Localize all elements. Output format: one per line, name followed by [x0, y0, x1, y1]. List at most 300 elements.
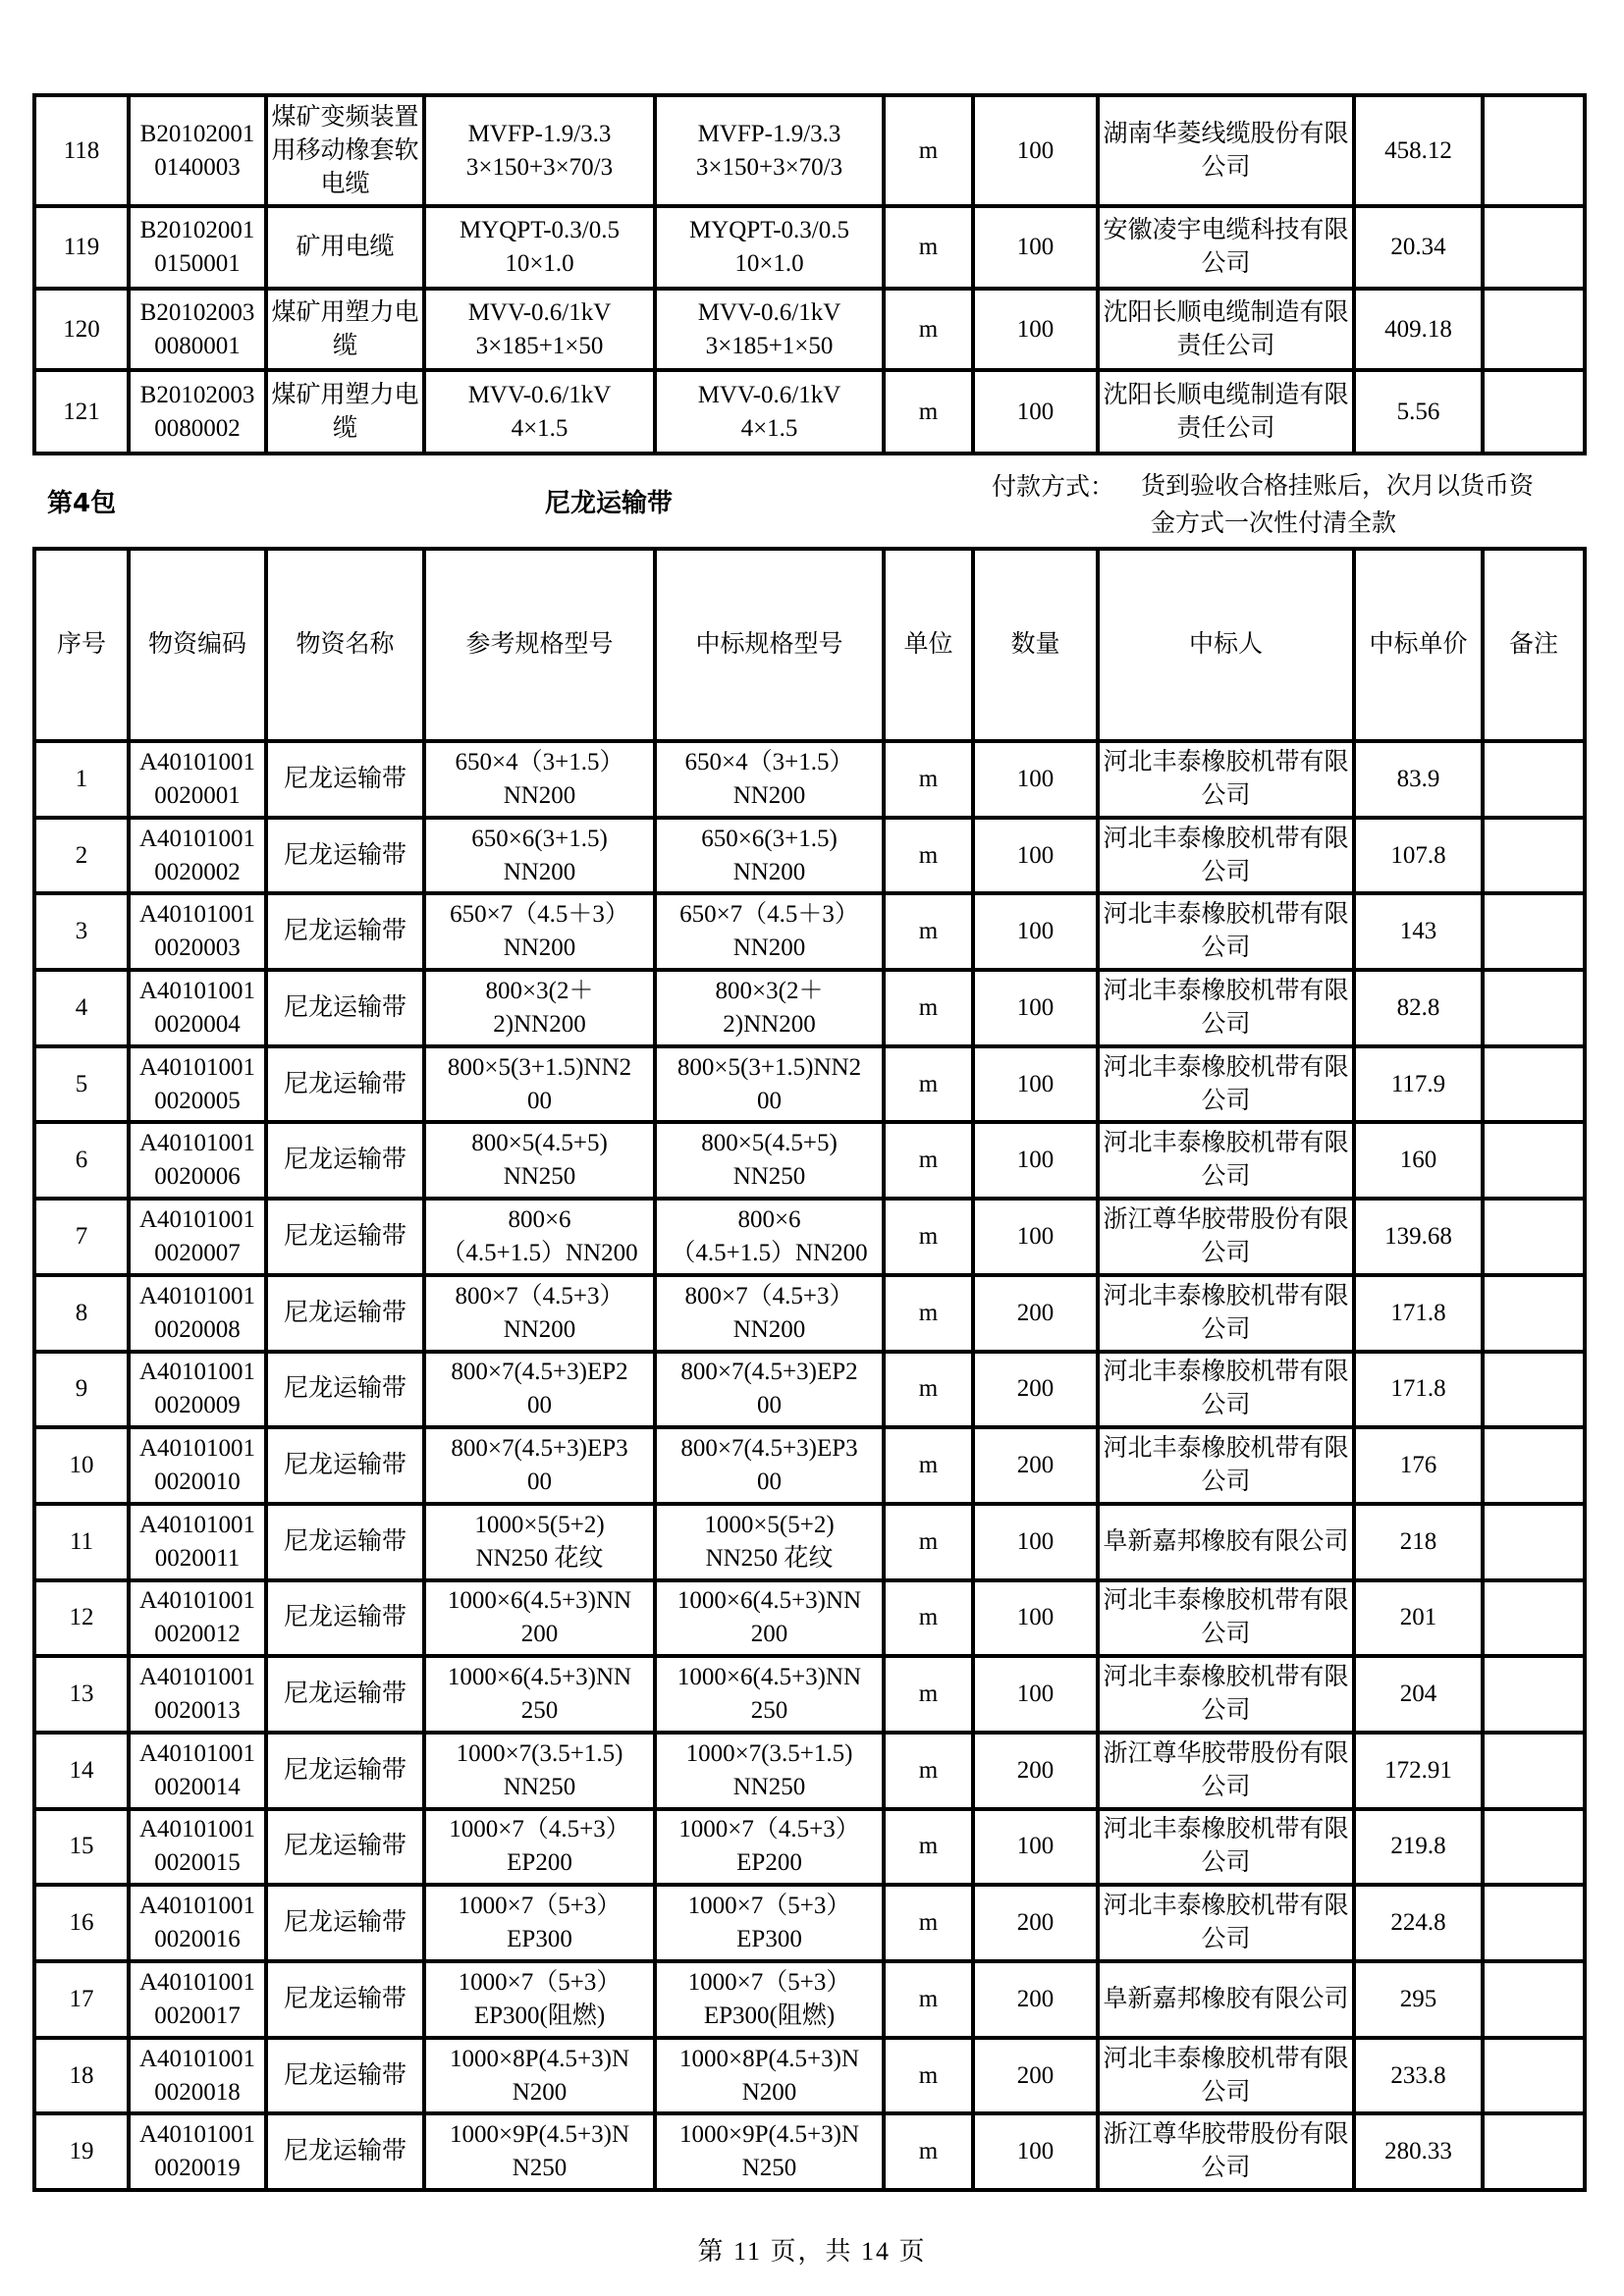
cell-winning-spec-line: 3×150+3×70/3 — [695, 153, 843, 181]
cell-reference-spec-line: 1000×5(5+2) — [474, 1511, 605, 1538]
cell-reference-spec-line: 1000×8P(4.5+3)N — [449, 2045, 630, 2072]
cell-quantity: 100 — [973, 370, 1098, 454]
cell-reference-spec-line: NN200 — [503, 858, 576, 885]
cell-material-name: 煤矿用塑力电缆 — [266, 370, 424, 454]
cell-reference-spec — [424, 370, 655, 454]
cell-remarks — [1483, 370, 1585, 454]
cell-material-code-line: A40101001 — [138, 1053, 256, 1081]
cell-material-code-line: A40101001 — [138, 1282, 256, 1309]
cell-material-name: 尼龙运输带 — [266, 1885, 424, 1961]
cell-unit-price: 172.91 — [1354, 1733, 1483, 1809]
cell-material-code-line: B20102001 — [139, 120, 255, 147]
cell-seq: 16 — [34, 1885, 129, 1961]
cell-material-name: 尼龙运输带 — [266, 970, 424, 1046]
package-number: 第4包 — [47, 489, 117, 518]
cell-winning-spec — [655, 370, 884, 454]
cell-material-code-line: 0140003 — [154, 153, 241, 181]
cell-seq: 120 — [34, 289, 129, 370]
cell-material-code — [129, 95, 266, 206]
cell-unit-price: 5.56 — [1354, 370, 1483, 454]
table-row — [34, 1809, 1585, 1886]
cell-quantity: 100 — [973, 1656, 1098, 1733]
cell-reference-spec — [424, 95, 655, 206]
cell-quantity: 100 — [973, 1046, 1098, 1123]
cell-winning-spec — [655, 1199, 884, 1275]
cell-winning-spec-line: N200 — [741, 2078, 797, 2106]
table-row — [34, 1733, 1585, 1809]
cell-material-code-line: 0020008 — [154, 1315, 241, 1343]
cell-unit: m — [884, 1199, 973, 1275]
cell-winning-spec-line: 650×7（4.5＋3） — [679, 901, 859, 929]
cell-material-code — [129, 1504, 266, 1580]
cell-reference-spec-line: （4.5+1.5）NN200 — [441, 1239, 638, 1266]
cell-winning-bidder: 沈阳长顺电缆制造有限责任公司 — [1098, 370, 1354, 454]
cell-reference-spec — [424, 1580, 655, 1657]
cell-winning-spec — [655, 1961, 884, 2038]
cell-winning-spec-line: 800×6 — [737, 1205, 801, 1233]
cell-unit-price: 218 — [1354, 1504, 1483, 1580]
cell-remarks — [1483, 1733, 1585, 1809]
cell-winning-spec — [655, 1656, 884, 1733]
cell-winning-bidder: 河北丰泰橡胶机带有限公司 — [1098, 1046, 1354, 1123]
cell-winning-spec-line: 10×1.0 — [734, 250, 804, 277]
cell-material-name: 尼龙运输带 — [266, 1961, 424, 2038]
cell-reference-spec — [424, 1427, 655, 1504]
cell-quantity: 100 — [973, 95, 1098, 206]
cell-winning-spec-line: NN200 — [732, 934, 806, 962]
cell-material-code-line: 0020017 — [154, 2002, 241, 2029]
cell-reference-spec-line: 650×6(3+1.5) — [471, 825, 608, 852]
table-row — [34, 289, 1585, 370]
cell-material-code-line: 0020006 — [154, 1163, 241, 1191]
cell-material-code-line: 0020001 — [154, 781, 241, 809]
cell-winning-spec-line: 650×6(3+1.5) — [701, 825, 838, 852]
cell-material-code — [129, 1809, 266, 1886]
cell-remarks — [1483, 1122, 1585, 1199]
table-row — [34, 1504, 1585, 1580]
cell-winning-spec — [655, 1122, 884, 1199]
cell-seq: 4 — [34, 970, 129, 1046]
cell-unit: m — [884, 893, 973, 970]
cell-remarks — [1483, 2038, 1585, 2114]
cell-winning-bidder: 河北丰泰橡胶机带有限公司 — [1098, 1885, 1354, 1961]
cell-remarks — [1483, 1885, 1585, 1961]
header-unit-price: 中标单价 — [1354, 549, 1483, 741]
cell-material-name: 尼龙运输带 — [266, 741, 424, 818]
cell-winning-bidder: 浙江尊华胶带股份有限公司 — [1098, 1199, 1354, 1275]
cell-winning-bidder: 阜新嘉邦橡胶有限公司 — [1098, 1961, 1354, 2038]
cell-material-code-line: B20102001 — [139, 217, 255, 243]
cell-material-code — [129, 370, 266, 454]
header-winning-spec: 中标规格型号 — [655, 549, 884, 741]
cell-seq: 12 — [34, 1580, 129, 1657]
cell-material-code-line: A40101001 — [138, 1205, 256, 1233]
cell-winning-spec-line: 00 — [757, 1468, 782, 1496]
table-row — [34, 1352, 1585, 1428]
cell-material-name: 尼龙运输带 — [266, 1504, 424, 1580]
cell-unit-price: 295 — [1354, 1961, 1483, 2038]
cell-unit: m — [884, 1961, 973, 2038]
cell-seq: 7 — [34, 1199, 129, 1275]
cell-material-code-line: A40101001 — [138, 1511, 256, 1538]
cell-material-code-line: 0020010 — [154, 1468, 241, 1496]
cell-material-code — [129, 1885, 266, 1961]
cell-winning-spec-line: 1000×7（5+3） — [687, 1893, 851, 1920]
cell-material-code-line: 0020002 — [154, 858, 241, 885]
cell-winning-spec-line: 1000×8P(4.5+3)N — [678, 2045, 860, 2072]
cell-material-name: 尼龙运输带 — [266, 1580, 424, 1657]
cell-material-name: 尼龙运输带 — [266, 1427, 424, 1504]
cell-reference-spec — [424, 1199, 655, 1275]
table-row — [34, 970, 1585, 1046]
cell-reference-spec-line: EP200 — [507, 1849, 572, 1877]
cell-material-name: 尼龙运输带 — [266, 818, 424, 894]
cell-reference-spec — [424, 1885, 655, 1961]
cell-remarks — [1483, 289, 1585, 370]
cell-reference-spec-line: NN250 花纹 — [475, 1544, 604, 1572]
cell-material-code-line: 0080002 — [154, 414, 241, 442]
table-row — [34, 818, 1585, 894]
cell-winning-spec-line: NN200 — [732, 781, 806, 809]
cell-winning-bidder: 阜新嘉邦橡胶有限公司 — [1098, 1504, 1354, 1580]
cell-material-code-line: A40101001 — [138, 1359, 256, 1386]
cell-reference-spec-line: 2)NN200 — [493, 1010, 586, 1038]
cell-material-code-line: A40101001 — [138, 1893, 256, 1920]
cell-reference-spec — [424, 741, 655, 818]
cell-reference-spec-line: NN250 — [503, 1163, 576, 1191]
cell-reference-spec — [424, 1352, 655, 1428]
cell-seq: 8 — [34, 1275, 129, 1352]
cell-winning-spec-line: 1000×7(3.5+1.5) — [685, 1739, 853, 1767]
cell-winning-spec-line: EP300 — [736, 1926, 802, 1953]
cell-winning-bidder: 河北丰泰橡胶机带有限公司 — [1098, 1809, 1354, 1886]
cell-winning-bidder: 河北丰泰橡胶机带有限公司 — [1098, 2038, 1354, 2114]
cell-reference-spec-line: NN200 — [503, 781, 576, 809]
cell-reference-spec-line: 3×185+1×50 — [475, 332, 604, 359]
cell-material-code — [129, 1046, 266, 1123]
cell-quantity: 100 — [973, 289, 1098, 370]
cell-reference-spec-line: 250 — [520, 1697, 559, 1725]
cell-seq: 17 — [34, 1961, 129, 2038]
cell-reference-spec-line: EP300 — [507, 1926, 572, 1953]
cell-remarks — [1483, 1961, 1585, 2038]
cell-unit-price: 409.18 — [1354, 289, 1483, 370]
cell-reference-spec — [424, 970, 655, 1046]
cell-remarks — [1483, 970, 1585, 1046]
cell-material-code-line: 0020007 — [154, 1239, 241, 1266]
cell-unit: m — [884, 741, 973, 818]
cell-material-code-line: A40101001 — [138, 1816, 256, 1843]
cell-material-code-line: 0150001 — [154, 250, 241, 277]
cell-unit-price: 82.8 — [1354, 970, 1483, 1046]
cell-remarks — [1483, 1580, 1585, 1657]
cell-quantity: 100 — [973, 1199, 1098, 1275]
cell-winning-spec — [655, 1504, 884, 1580]
cell-winning-bidder: 浙江尊华胶带股份有限公司 — [1098, 1733, 1354, 1809]
cell-material-code-line: A40101001 — [138, 1587, 256, 1615]
cell-unit: m — [884, 2038, 973, 2114]
cell-material-code-line: A40101001 — [138, 1739, 256, 1767]
cell-reference-spec-line: MVV-0.6/1kV — [467, 298, 612, 326]
cell-winning-spec-line: 200 — [750, 1621, 788, 1648]
payment-text-line-2: 金方式一次性付清全款 — [1151, 508, 1397, 537]
cell-winning-spec-line: 1000×7（5+3） — [687, 1968, 851, 1996]
cell-unit: m — [884, 370, 973, 454]
cell-winning-spec-line: MYQPT-0.3/0.5 — [689, 217, 849, 243]
cell-winning-bidder: 安徽凌宇电缆科技有限公司 — [1098, 206, 1354, 289]
cell-winning-spec — [655, 1809, 884, 1886]
cell-unit-price: 201 — [1354, 1580, 1483, 1657]
cell-unit-price: 143 — [1354, 893, 1483, 970]
cell-seq: 13 — [34, 1656, 129, 1733]
cell-reference-spec-line: 650×7（4.5＋3） — [450, 901, 629, 929]
cell-reference-spec-line: N250 — [512, 2155, 568, 2182]
table-row — [34, 2038, 1585, 2114]
cell-material-code-line: 0020011 — [154, 1544, 241, 1572]
cell-winning-spec-line: EP200 — [736, 1849, 802, 1877]
cell-winning-spec-line: 800×7(4.5+3)EP2 — [680, 1359, 858, 1386]
table-row — [34, 1275, 1585, 1352]
cell-material-name: 尼龙运输带 — [266, 893, 424, 970]
cell-winning-bidder: 河北丰泰橡胶机带有限公司 — [1098, 970, 1354, 1046]
cell-reference-spec-line: 00 — [527, 1468, 552, 1496]
cell-unit-price: 204 — [1354, 1656, 1483, 1733]
table-row — [34, 1122, 1585, 1199]
page-footer: 第 11 页，共 14 页 — [697, 2237, 927, 2266]
cell-winning-spec-line: （4.5+1.5）NN200 — [671, 1239, 868, 1266]
package-section-header — [0, 461, 1624, 540]
cell-unit: m — [884, 289, 973, 370]
cell-unit: m — [884, 1046, 973, 1123]
cell-remarks — [1483, 818, 1585, 894]
cell-seq: 19 — [34, 2113, 129, 2190]
cell-reference-spec-line: 800×7(4.5+3)EP2 — [451, 1359, 628, 1386]
cell-winning-spec — [655, 893, 884, 970]
cell-unit: m — [884, 1733, 973, 1809]
cell-unit-price: 171.8 — [1354, 1352, 1483, 1428]
cell-material-code — [129, 2038, 266, 2114]
cell-winning-bidder: 河北丰泰橡胶机带有限公司 — [1098, 741, 1354, 818]
cell-quantity: 200 — [973, 1427, 1098, 1504]
cell-quantity: 200 — [973, 1275, 1098, 1352]
cell-quantity: 100 — [973, 2113, 1098, 2190]
cell-winning-spec-line: 1000×6(4.5+3)NN — [677, 1664, 862, 1691]
cell-reference-spec-line: 4×1.5 — [511, 414, 568, 442]
cell-material-name: 尼龙运输带 — [266, 2038, 424, 2114]
cell-winning-spec — [655, 741, 884, 818]
cell-material-code — [129, 1199, 266, 1275]
cell-quantity: 100 — [973, 893, 1098, 970]
nylon-conveyor-belt-table — [32, 547, 1587, 2192]
cell-reference-spec-line: NN200 — [503, 934, 576, 962]
cell-winning-spec — [655, 970, 884, 1046]
cell-unit-price: 171.8 — [1354, 1275, 1483, 1352]
cell-quantity: 200 — [973, 2038, 1098, 2114]
cell-reference-spec-line: 00 — [527, 1392, 552, 1419]
cell-material-name: 尼龙运输带 — [266, 1352, 424, 1428]
cell-winning-spec-line: 00 — [757, 1392, 782, 1419]
cell-material-name: 煤矿变频装置用移动橡套软电缆 — [266, 95, 424, 206]
cell-winning-spec — [655, 1275, 884, 1352]
cell-quantity: 100 — [973, 741, 1098, 818]
table-row — [34, 370, 1585, 454]
cell-winning-spec-line: 800×7(4.5+3)EP3 — [680, 1435, 858, 1463]
cell-material-code-line: A40101001 — [138, 1968, 256, 1996]
cell-quantity: 100 — [973, 818, 1098, 894]
cell-material-code-line: A40101001 — [138, 2045, 256, 2072]
cell-winning-bidder: 河北丰泰橡胶机带有限公司 — [1098, 1427, 1354, 1504]
table-row — [34, 1199, 1585, 1275]
cell-winning-spec-line: 800×7（4.5+3） — [684, 1282, 854, 1309]
cell-material-code — [129, 1733, 266, 1809]
table-row — [34, 206, 1585, 289]
cell-quantity: 100 — [973, 1580, 1098, 1657]
cell-reference-spec-line: 10×1.0 — [505, 250, 574, 277]
cell-material-code-line: A40101001 — [138, 977, 256, 1004]
cell-winning-spec-line: NN200 — [732, 1315, 806, 1343]
cell-winning-spec-line: MVV-0.6/1kV — [697, 381, 841, 408]
cell-reference-spec-line: 800×6 — [508, 1205, 571, 1233]
header-remarks: 备注 — [1483, 549, 1585, 741]
cell-winning-spec-line: NN250 — [732, 1773, 806, 1800]
cell-unit-price: 20.34 — [1354, 206, 1483, 289]
cell-unit-price: 219.8 — [1354, 1809, 1483, 1886]
cell-seq: 5 — [34, 1046, 129, 1123]
cell-winning-spec-line: 800×3(2＋ — [715, 977, 824, 1004]
cell-material-code — [129, 1352, 266, 1428]
cell-winning-spec-line: NN200 — [732, 858, 806, 885]
cell-material-code-line: A40101001 — [138, 1435, 256, 1463]
cell-reference-spec-line: 1000×6(4.5+3)NN — [447, 1587, 632, 1615]
cell-reference-spec-line: NN200 — [503, 1315, 576, 1343]
cell-unit: m — [884, 970, 973, 1046]
cell-unit: m — [884, 1656, 973, 1733]
cell-remarks — [1483, 1275, 1585, 1352]
cell-material-code-line: 0020003 — [154, 934, 241, 962]
cell-winning-spec-line: 2)NN200 — [723, 1010, 816, 1038]
cell-material-code — [129, 206, 266, 289]
cell-reference-spec — [424, 818, 655, 894]
cell-seq: 6 — [34, 1122, 129, 1199]
cell-material-name: 尼龙运输带 — [266, 1046, 424, 1123]
cell-reference-spec-line: 650×4（3+1.5） — [455, 748, 624, 775]
cell-material-code-line: 0020004 — [154, 1010, 241, 1038]
cell-reference-spec — [424, 893, 655, 970]
table-row — [34, 1885, 1585, 1961]
cell-winning-bidder: 河北丰泰橡胶机带有限公司 — [1098, 1122, 1354, 1199]
cell-reference-spec — [424, 1809, 655, 1886]
cell-material-name: 煤矿用塑力电缆 — [266, 289, 424, 370]
header-material-code: 物资编码 — [129, 549, 266, 741]
cell-material-code-line: A40101001 — [138, 2121, 256, 2149]
cell-material-code — [129, 1961, 266, 2038]
cell-material-code — [129, 818, 266, 894]
payment-method-label: 付款方式： — [992, 472, 1115, 501]
cell-unit-price: 176 — [1354, 1427, 1483, 1504]
cell-unit-price: 107.8 — [1354, 818, 1483, 894]
cell-material-code-line: B20102003 — [139, 381, 255, 408]
cell-winning-spec-line: 00 — [757, 1087, 782, 1114]
cell-reference-spec-line: 200 — [520, 1621, 559, 1648]
header-quantity: 数量 — [973, 549, 1098, 741]
table-row — [34, 1961, 1585, 2038]
cell-winning-bidder: 河北丰泰橡胶机带有限公司 — [1098, 1580, 1354, 1657]
cell-unit-price: 280.33 — [1354, 2113, 1483, 2190]
cell-seq: 119 — [34, 206, 129, 289]
cell-remarks — [1483, 1352, 1585, 1428]
cell-reference-spec-line: 3×150+3×70/3 — [465, 153, 614, 181]
cell-seq: 2 — [34, 818, 129, 894]
cell-reference-spec — [424, 1961, 655, 2038]
cell-quantity: 200 — [973, 1961, 1098, 2038]
cell-remarks — [1483, 1809, 1585, 1886]
cell-winning-spec — [655, 2113, 884, 2190]
cell-winning-spec — [655, 1733, 884, 1809]
cell-winning-spec-line: 1000×7（4.5+3） — [678, 1816, 860, 1843]
cell-remarks — [1483, 1046, 1585, 1123]
cell-winning-spec-line: 800×5(4.5+5) — [701, 1130, 838, 1157]
cell-material-code-line: 0020015 — [154, 1849, 241, 1877]
continued-cable-table — [32, 93, 1587, 455]
cell-quantity: 200 — [973, 1352, 1098, 1428]
cell-winning-spec-line: EP300(阻燃) — [703, 2002, 836, 2029]
continued-cable-table-body — [34, 95, 1585, 454]
cell-reference-spec-line: EP300(阻燃) — [473, 2002, 606, 2029]
cell-material-code-line: A40101001 — [138, 1664, 256, 1691]
cell-material-code — [129, 893, 266, 970]
cell-winning-spec-line: NN250 — [732, 1163, 806, 1191]
cell-winning-spec-line: NN250 花纹 — [705, 1544, 834, 1572]
cell-seq: 14 — [34, 1733, 129, 1809]
cell-material-code-line: 0020013 — [154, 1697, 241, 1725]
cell-material-code-line: 0020016 — [154, 1926, 241, 1953]
cell-quantity: 100 — [973, 1809, 1098, 1886]
cell-remarks — [1483, 1656, 1585, 1733]
cell-winning-bidder: 河北丰泰橡胶机带有限公司 — [1098, 1275, 1354, 1352]
cell-seq: 15 — [34, 1809, 129, 1886]
cell-remarks — [1483, 2113, 1585, 2190]
cell-winning-spec — [655, 1885, 884, 1961]
payment-text-line-1: 货到验收合格挂账后，次月以货币资 — [1141, 471, 1535, 500]
cell-winning-spec — [655, 1046, 884, 1123]
cell-winning-bidder: 浙江尊华胶带股份有限公司 — [1098, 2113, 1354, 2190]
cell-material-name: 尼龙运输带 — [266, 1809, 424, 1886]
cell-unit: m — [884, 818, 973, 894]
cell-material-code-line: A40101001 — [138, 748, 256, 775]
cell-material-name: 尼龙运输带 — [266, 1656, 424, 1733]
cell-winning-spec-line: 250 — [750, 1697, 788, 1725]
cell-winning-spec-line: N250 — [741, 2155, 797, 2182]
cell-winning-spec-line: 650×4（3+1.5） — [684, 748, 854, 775]
cell-material-name: 尼龙运输带 — [266, 1275, 424, 1352]
cell-material-code-line: 0020014 — [154, 1773, 241, 1800]
cell-reference-spec-line: 1000×7（4.5+3） — [449, 1816, 630, 1843]
cell-seq: 9 — [34, 1352, 129, 1428]
cell-remarks — [1483, 1199, 1585, 1275]
cell-winning-spec-line: 1000×9P(4.5+3)N — [678, 2121, 860, 2149]
cell-reference-spec-line: MYQPT-0.3/0.5 — [460, 217, 620, 243]
table-header-row — [34, 549, 1585, 741]
cell-winning-spec — [655, 95, 884, 206]
cell-unit: m — [884, 206, 973, 289]
cell-winning-spec — [655, 206, 884, 289]
cell-material-code-line: 0080001 — [154, 332, 241, 359]
cell-unit-price: 458.12 — [1354, 95, 1483, 206]
cell-reference-spec — [424, 2038, 655, 2114]
table-row — [34, 893, 1585, 970]
cell-seq: 118 — [34, 95, 129, 206]
table-row — [34, 1427, 1585, 1504]
